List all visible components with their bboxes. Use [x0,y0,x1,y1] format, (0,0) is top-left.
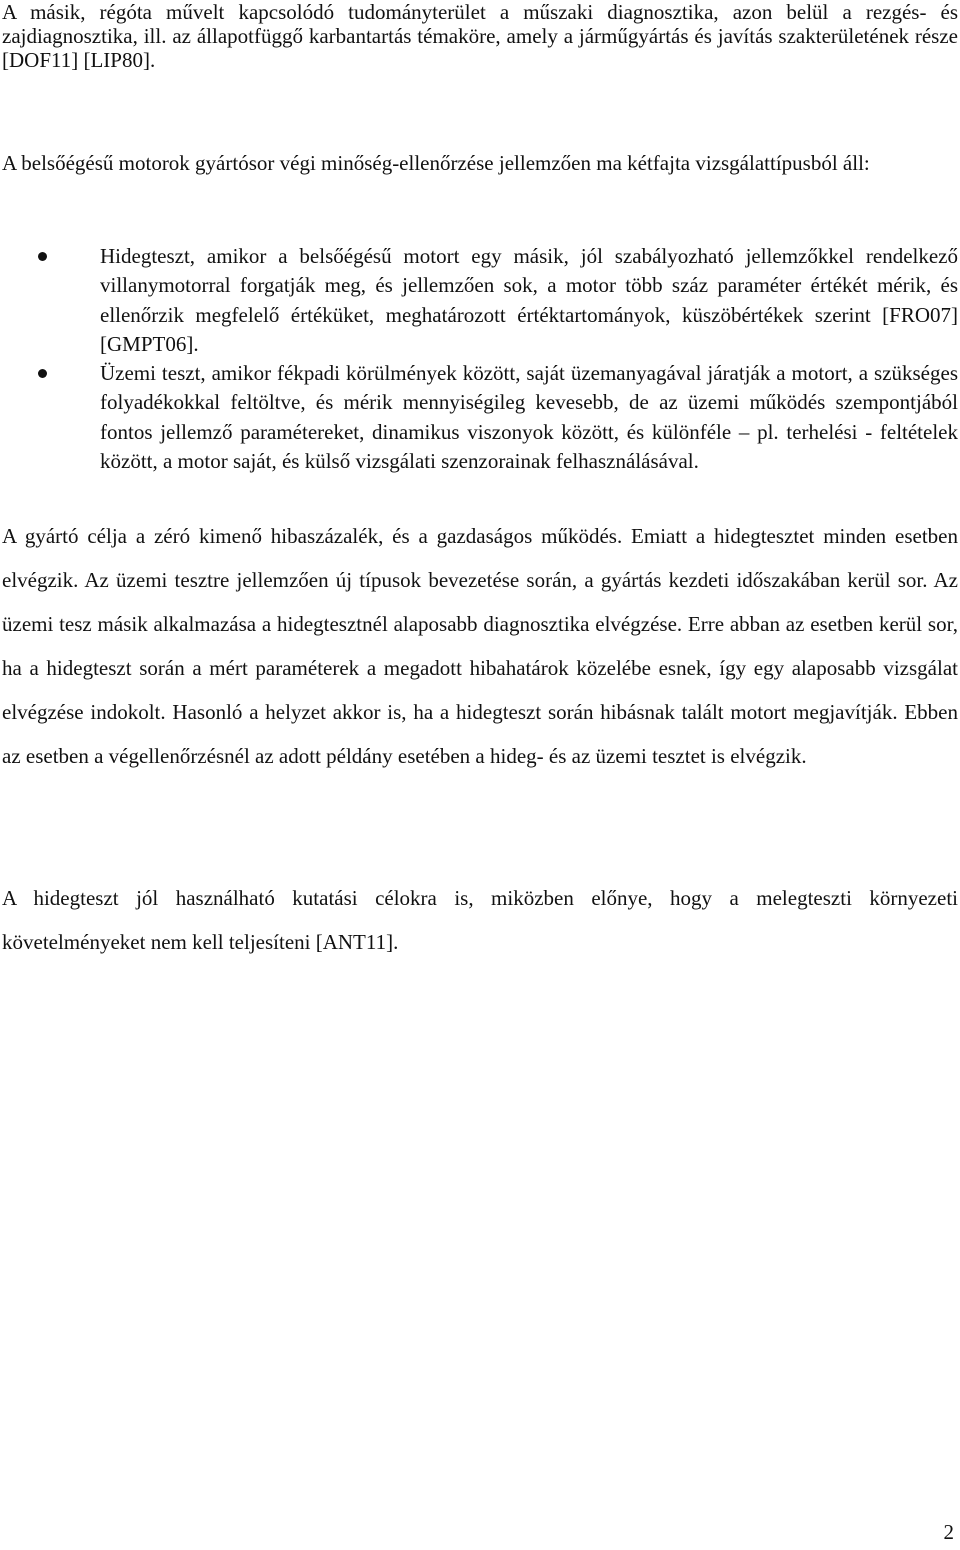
list-item-text: Hidegteszt, amikor a belsőégésű motort egy másik, jól szabályozható jellemzőkkel rendelkező villanymotorral forgatják meg, és jellemzően sok, a motor több száz paraméter értékét mérik, és ellenőrzik megfelelő értéküket, meghatározott értéktartományok, küszöbértékek szerint [FRO07] [GMPT06]. [100,244,958,356]
paragraph-goal: A gyártó célja a zéró kimenő hibaszázalék, és a gazdaságos működés. Emiatt a hidegtesztet minden esetben elvégzik. Az üzemi tesztre jellemzően új típusok bevezetése során, a gyártás kezdeti időszakában kerül sor. Az üzemi tesz másik alkalmazása a hidegtesztnél alaposabb diagnosztika elvégzése. Erre abban az esetben kerül sor, ha a hidegteszt során a mért paraméterek a megadott hibahatárok közelébe esnek, így egy alaposabb vizsgálat elvégzése indokolt. Hasonló a helyzet akkor is, ha a hidegteszt során hibásnak talált motort megjavítják. Ebben az esetben a végellenőrzésnél az adott példány esetében a hideg- és az üzemi tesztet is elvégzik. [2,524,958,768]
bullet-icon [38,252,47,261]
page-number: 2 [943,1520,954,1544]
paragraph-tests-intro: A belsőégésű motorok gyártósor végi minőség-ellenőrzése jellemzően ma kétfajta vizsgálattípusból áll: [2,151,870,175]
list-item [2,242,958,359]
bullet-icon [38,369,47,378]
list-item-text: Üzemi teszt, amikor fékpadi körülmények között, saját üzemanyagával járatják a motort, a szükséges folyadékokkal feltöltve, és mérik mennyiségileg kevesebb, de az üzemi működés szempontjából fontos jellemző paramétereket, dinamikus viszonyok között, és különféle – pl. terhelési - feltételek között, a motor saját, és külső vizsgálati szenzorainak felhasználásával. [100,361,958,474]
list-item [2,359,958,476]
paragraph-cold-test: A hidegteszt jól használható kutatási célokra is, miközben előnye, hogy a melegteszti környezeti követelményeket nem kell teljesíteni [ANT11]. [2,886,958,954]
paragraph-intro: A másik, régóta művelt kapcsolódó tudományterület a műszaki diagnosztika, azon belül a rezgés- és zajdiagnosztika, ill. az állapotfüggő karbantartás témaköre, amely a járműgyártás és javítás szakterületének része [DOF11] [LIP80]. [2,0,958,72]
bullet-list [2,242,958,476]
